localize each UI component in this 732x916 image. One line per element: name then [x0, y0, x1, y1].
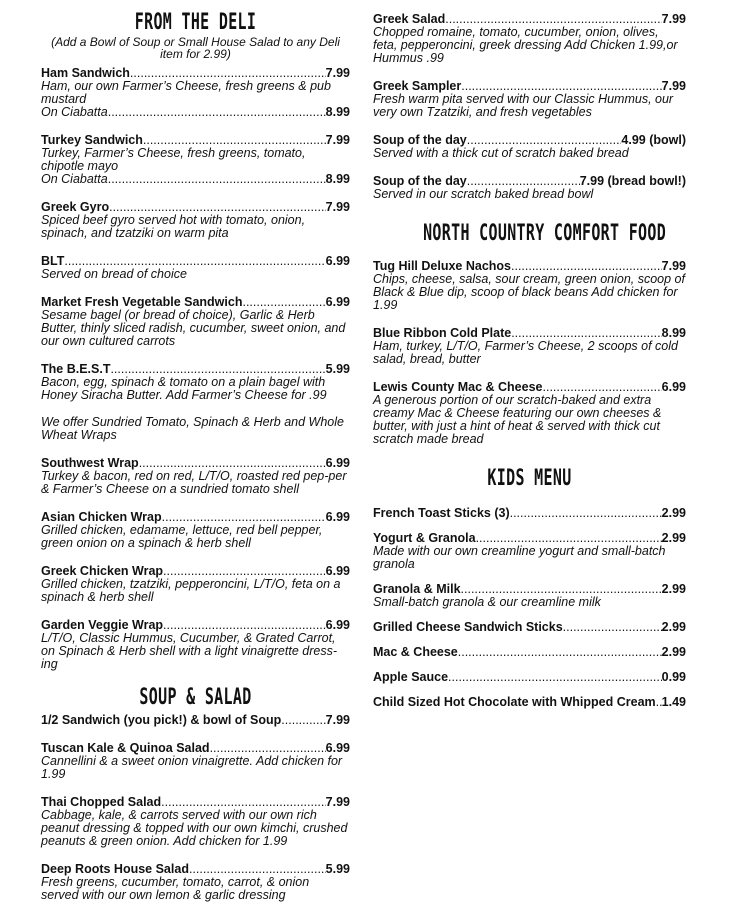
- menu-item-price: 5.99: [325, 362, 350, 376]
- menu-item-line: [41, 510, 350, 524]
- menu-item-price: 6.99: [325, 564, 350, 578]
- menu-item-name: Greek Gyro: [41, 200, 110, 214]
- menu-item: [41, 510, 350, 550]
- menu-item: [373, 259, 686, 312]
- comfort-title: NORTH COUNTRY COMFORT FOOD: [423, 221, 667, 246]
- menu-item-name: Grilled Cheese Sandwich Sticks: [373, 620, 563, 634]
- dot-leader: [448, 670, 662, 684]
- menu-item: [41, 133, 350, 186]
- menu-item-description: A generous portion of our scratch-baked and extra creamy Mac & Cheese featuring our own cheeses & butter, with just a hint of heat & served with thick cut scratch made bread: [373, 393, 662, 446]
- wraps-note: We offer Sundried Tomato, Spinach & Herb and Whole Wheat Wraps: [41, 415, 344, 442]
- menu-item-line: [373, 645, 686, 659]
- menu-item-description: Ham, turkey, L/T/O, Farmer’s Cheese, 2 scoops of cold salad, bread, butter: [373, 339, 678, 366]
- menu-item-price: 6.99: [325, 456, 350, 470]
- menu-item-name: Lewis County Mac & Cheese: [373, 380, 543, 394]
- menu-item: [373, 79, 686, 119]
- menu-item-line: [41, 362, 350, 376]
- menu-item-description: Chips, cheese, salsa, sour cream, green onion, scoop of Black & Blue dip, scoop of black beans Add chicken for 1.99: [373, 272, 685, 312]
- menu-item-line: [41, 254, 350, 268]
- menu-item-name: Market Fresh Vegetable Sandwich: [41, 295, 243, 309]
- menu-item-price: 7.99: [661, 79, 686, 93]
- menu-item-description: Ham, our own Farmer’s Cheese, fresh greens & pub mustard: [41, 79, 331, 106]
- menu-item-name: Turkey Sandwich: [41, 133, 143, 147]
- dot-leader: [445, 12, 661, 26]
- menu-item-name: BLT: [41, 254, 65, 268]
- menu-item-line: [373, 531, 686, 545]
- menu-item: [41, 618, 350, 671]
- menu-item-name: Thai Chopped Salad: [41, 795, 162, 809]
- menu-item-name: Ham Sandwich: [41, 66, 130, 80]
- menu-item-name: Greek Chicken Wrap: [41, 564, 164, 578]
- menu-item: [41, 66, 350, 119]
- menu-item-price: 6.99: [325, 295, 350, 309]
- menu-item-description: Served in our scratch baked bread bowl: [373, 187, 594, 201]
- menu-item-description: Chopped romaine, tomato, cucumber, onion, olives, feta, pepperoncini, greek dressing Add Chicken 1.99,or Hummus .99: [373, 25, 678, 65]
- dot-leader: [189, 862, 326, 876]
- menu-item-description: Grilled chicken, tzatziki, pepperoncini, L/T/O, feta on a spinach & herb shell: [41, 577, 341, 604]
- menu-item-option-price: 8.99: [325, 172, 350, 186]
- left-column: [41, 0, 350, 916]
- dot-leader: [108, 173, 326, 186]
- comfort-items: [373, 259, 686, 446]
- menu-item: [373, 695, 686, 709]
- menu-item: [373, 506, 686, 520]
- menu-item-description: Grilled chicken, edamame, lettuce, red bell pepper, green onion on a spinach & herb shell: [41, 523, 323, 550]
- menu-item: [373, 582, 686, 609]
- menu-item-line: [41, 618, 350, 632]
- dot-leader: [563, 620, 662, 634]
- menu-item-price: 2.99: [661, 645, 686, 659]
- dot-leader: [458, 645, 662, 659]
- menu-item-name: Asian Chicken Wrap: [41, 510, 162, 524]
- dot-leader: [281, 713, 325, 727]
- soup-salad-right-items: [373, 12, 686, 201]
- dot-leader: [64, 254, 325, 268]
- kids-title: KIDS MENU: [487, 466, 572, 491]
- menu-item-price: 2.99: [661, 620, 686, 634]
- menu-item-line: [41, 200, 350, 214]
- menu-item-line: [373, 670, 686, 684]
- menu-item-name: Southwest Wrap: [41, 456, 139, 470]
- menu-item-line: [373, 326, 686, 340]
- menu-item-description: Served on bread of choice: [41, 267, 187, 281]
- menu-item-line: [373, 506, 686, 520]
- menu-item-option-price: 8.99: [325, 105, 350, 119]
- menu-item-name: Deep Roots House Salad: [41, 862, 189, 876]
- dot-leader: [162, 510, 326, 524]
- menu-item: [373, 620, 686, 634]
- menu-item-price: 7.99: [325, 713, 350, 727]
- dot-leader: [467, 133, 622, 147]
- menu-item-price: 2.99: [661, 531, 686, 545]
- menu-item-price: 1.49: [661, 695, 686, 709]
- menu-item-name: Child Sized Hot Chocolate with Whipped Cream: [373, 695, 656, 709]
- menu-item-line: [41, 66, 350, 80]
- deli-note: (Add a Bowl of Soup or Small House Salad to any Deli item for 2.99): [51, 35, 340, 61]
- menu-item: [41, 254, 350, 281]
- menu-item: [373, 133, 686, 160]
- soup-salad-title: SOUP & SALAD: [139, 685, 252, 710]
- menu-item-description: Sesame bagel (or bread of choice), Garlic & Herb Butter, thinly sliced radish, cucumber, sweet onion, and our own cultured carrots: [41, 308, 346, 348]
- menu-item: [41, 362, 350, 402]
- dot-leader: [511, 326, 661, 340]
- menu-item-name: Greek Salad: [373, 12, 446, 26]
- menu-item: [373, 531, 686, 571]
- menu-item-line: [41, 862, 350, 876]
- dot-leader: [110, 362, 325, 376]
- menu-item-description: Made with our own creamline yogurt and small-batch granola: [373, 544, 666, 571]
- menu-item-price: 7.99: [661, 259, 686, 273]
- menu-item: [41, 741, 350, 781]
- menu-item-price: 6.99: [325, 618, 350, 632]
- right-column: [373, 0, 686, 720]
- menu-item-price: 4.99 (bowl): [621, 133, 686, 147]
- menu-item: [373, 670, 686, 684]
- soup-salad-items: [41, 713, 350, 902]
- menu-item-price: 7.99: [325, 66, 350, 80]
- menu-item-line: [373, 79, 686, 93]
- dot-leader: [163, 618, 326, 632]
- menu-item-price: 7.99 (bread bowl!): [579, 174, 686, 188]
- menu-item-description: Served with a thick cut of scratch baked bread: [373, 146, 629, 160]
- menu-item: [373, 12, 686, 65]
- menu-item-name: Blue Ribbon Cold Plate: [373, 326, 512, 340]
- dot-leader: [139, 456, 326, 470]
- menu-item-price: 2.99: [661, 506, 686, 520]
- menu-item-price: 5.99: [325, 862, 350, 876]
- menu-item-line: [373, 620, 686, 634]
- dot-leader: [543, 380, 662, 394]
- menu-item-name: Garden Veggie Wrap: [41, 618, 164, 632]
- menu-item-description: Fresh greens, cucumber, tomato, carrot, & onion served with our own lemon & garlic dressing: [41, 875, 310, 902]
- menu-item: [41, 795, 350, 848]
- menu-item-price: 6.99: [325, 741, 350, 755]
- dot-leader: [163, 564, 326, 578]
- menu-item: [41, 862, 350, 902]
- menu-item: [373, 645, 686, 659]
- menu-item-price: 0.99: [661, 670, 686, 684]
- menu-item-line: [373, 582, 686, 596]
- menu-item-name: Tug Hill Deluxe Nachos: [373, 259, 511, 273]
- menu-item-line: [373, 174, 686, 188]
- menu-item: [41, 456, 350, 496]
- dot-leader: [210, 741, 326, 755]
- menu-item-name: Mac & Cheese: [373, 645, 458, 659]
- menu-item-name: Yogurt & Granola: [373, 531, 476, 545]
- menu-item-description: Small-batch granola & our creamline milk: [373, 595, 601, 609]
- menu-item-description: Fresh warm pita served with our Classic Hummus, our very own Tzatziki, and fresh vegetables: [373, 92, 674, 119]
- menu-item-name: Granola & Milk: [373, 582, 461, 596]
- menu-item-description: Bacon, egg, spinach & tomato on a plain bagel with Honey Siracha Butter. Add Farmer’s Cheese for .99: [41, 375, 327, 402]
- menu-item-name: French Toast Sticks (3): [373, 506, 510, 520]
- menu-item-option-label: On Ciabatta: [41, 172, 108, 186]
- menu-item-price: 7.99: [325, 133, 350, 147]
- dot-leader: [467, 174, 580, 188]
- menu-item-name: Tuscan Kale & Quinoa Salad: [41, 741, 210, 755]
- menu-item-line: [41, 795, 350, 809]
- menu-item-line: [373, 695, 686, 709]
- dot-leader: [161, 795, 326, 809]
- dot-leader: [130, 66, 326, 80]
- menu-item: [41, 295, 350, 348]
- menu-item-name: Greek Sampler: [373, 79, 462, 93]
- menu-item-line: [41, 456, 350, 470]
- menu-item-price: 2.99: [661, 582, 686, 596]
- dot-leader: [511, 259, 662, 273]
- menu-item-line: [373, 380, 686, 394]
- menu-item: [41, 564, 350, 604]
- menu-item-price: 6.99: [325, 510, 350, 524]
- menu-item-line: [41, 713, 350, 727]
- menu-item-description: Turkey & bacon, red on red, L/T/O, roasted red pep-per & Farmer’s Cheese on a sundried tomato shell: [41, 469, 347, 496]
- menu-item-description: Spiced beef gyro served hot with tomato, onion, spinach, and tzatziki on warm pita: [41, 213, 306, 240]
- menu-item-name: Apple Sauce: [373, 670, 449, 684]
- menu-item-description: Cannellini & a sweet onion vinaigrette. Add chicken for 1.99: [41, 754, 343, 781]
- wrap-items: [41, 456, 350, 671]
- menu-item-line: [41, 564, 350, 578]
- menu-item-name: Soup of the day: [373, 133, 467, 147]
- menu-item-price: 7.99: [661, 12, 686, 26]
- menu-item-description: Turkey, Farmer’s Cheese, fresh greens, tomato, chipotle mayo: [41, 146, 306, 173]
- menu-item: [373, 326, 686, 366]
- menu-item-price: 8.99: [661, 326, 686, 340]
- menu-item-option: [41, 106, 350, 119]
- deli-items: [41, 66, 350, 402]
- menu-item-price: 6.99: [325, 254, 350, 268]
- dot-leader: [461, 79, 661, 93]
- menu-item-option-label: On Ciabatta: [41, 105, 108, 119]
- dot-leader: [242, 295, 325, 309]
- dot-leader: [461, 582, 662, 596]
- dot-leader: [476, 531, 662, 545]
- menu-item: [373, 380, 686, 446]
- menu-item-name: Soup of the day: [373, 174, 467, 188]
- menu-item-name: The B.E.S.T: [41, 362, 111, 376]
- menu-item-line: [373, 12, 686, 26]
- menu-item-price: 7.99: [325, 795, 350, 809]
- menu-item: [373, 174, 686, 201]
- dot-leader: [108, 106, 326, 119]
- deli-title: FROM THE DELI: [134, 10, 257, 35]
- menu-item-name: 1/2 Sandwich (you pick!) & bowl of Soup: [41, 713, 282, 727]
- menu-item-description: L/T/O, Classic Hummus, Cucumber, & Grated Carrot, on Spinach & Herb shell with a light vinaigrette dress-ing: [41, 631, 337, 671]
- kids-items: [373, 506, 686, 709]
- menu-item-description: Cabbage, kale, & carrots served with our own rich peanut dressing & topped with our own kimchi, crushed peanuts & green onion. Add chicken for 1.99: [41, 808, 348, 848]
- menu-item-line: [41, 741, 350, 755]
- dot-leader: [109, 200, 326, 214]
- menu-item-line: [373, 133, 686, 147]
- menu-item-line: [41, 295, 350, 309]
- menu-item-price: 7.99: [325, 200, 350, 214]
- menu-item-line: [373, 259, 686, 273]
- menu-item: [41, 713, 350, 727]
- dot-leader: [143, 133, 326, 147]
- menu-item-price: 6.99: [661, 380, 686, 394]
- dot-leader: [510, 506, 662, 520]
- menu-item-line: [41, 133, 350, 147]
- menu-item-option: [41, 173, 350, 186]
- menu-item: [41, 200, 350, 240]
